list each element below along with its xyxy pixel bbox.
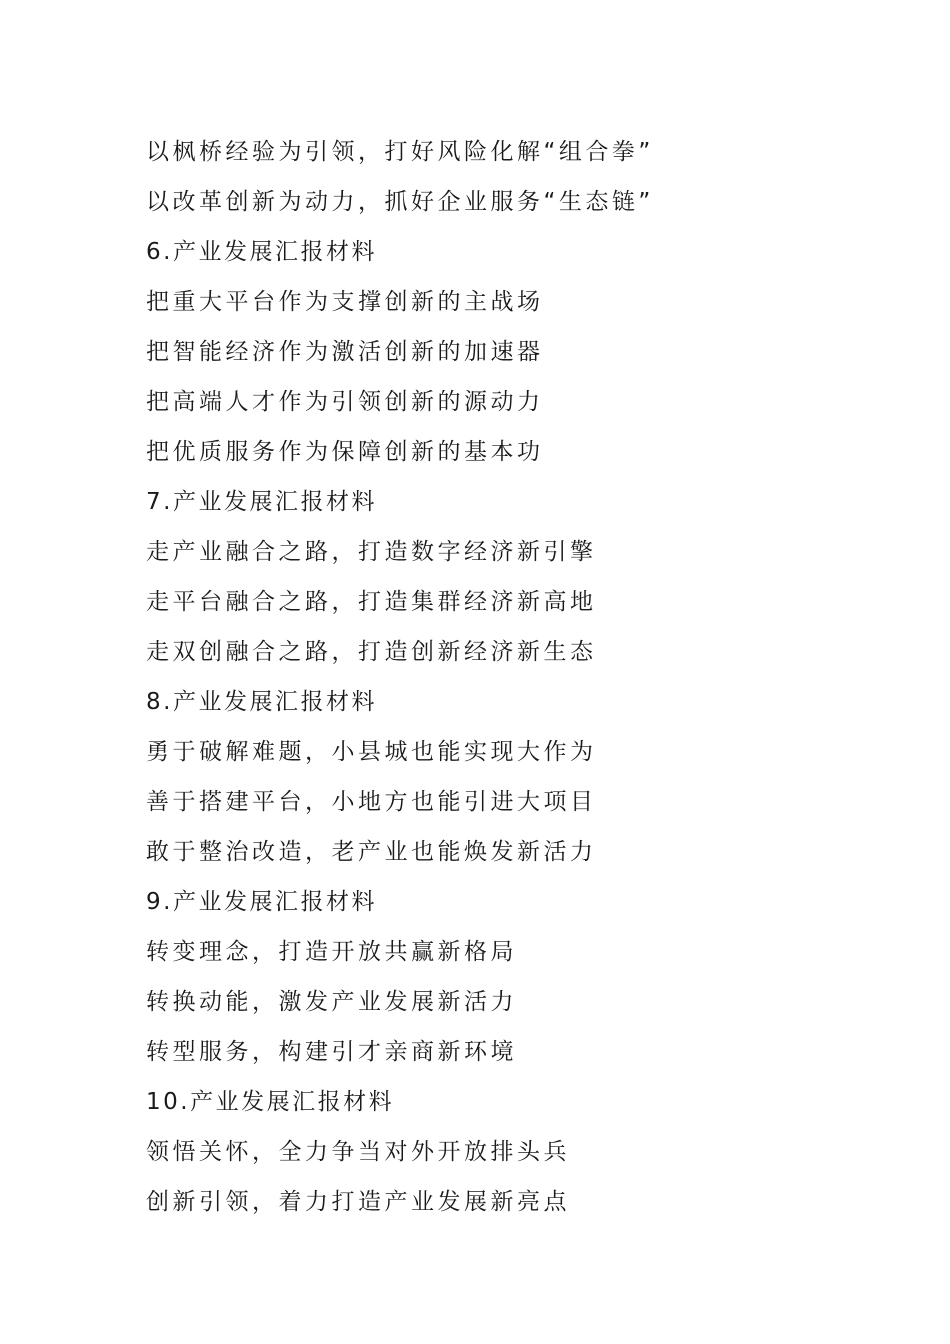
section-heading-10: 10.产业发展汇报材料 <box>146 1089 395 1115</box>
body-line: 走双创融合之路，打造创新经济新生态 <box>146 639 597 665</box>
body-line: 勇于破解难题，小县城也能实现大作为 <box>146 739 597 765</box>
body-line: 把重大平台作为支撑创新的主战场 <box>146 289 544 315</box>
body-line: 转型服务，构建引才亲商新环境 <box>146 1039 517 1065</box>
section-heading-8: 8.产业发展汇报材料 <box>146 689 377 715</box>
document-body <box>146 127 866 1227</box>
section-heading-7: 7.产业发展汇报材料 <box>146 489 377 515</box>
body-line: 以改革创新为动力，抓好企业服务“生态链” <box>146 189 654 215</box>
body-line: 把智能经济作为激活创新的加速器 <box>146 339 544 365</box>
body-line: 把优质服务作为保障创新的基本功 <box>146 439 544 465</box>
body-line: 创新引领，着力打造产业发展新亮点 <box>146 1189 570 1215</box>
body-line: 把高端人才作为引领创新的源动力 <box>146 389 544 415</box>
section-heading-6: 6.产业发展汇报材料 <box>146 239 377 265</box>
body-line: 敢于整治改造，老产业也能焕发新活力 <box>146 839 597 865</box>
body-line: 走产业融合之路，打造数字经济新引擎 <box>146 539 597 565</box>
body-line: 善于搭建平台，小地方也能引进大项目 <box>146 789 597 815</box>
body-line: 以枫桥经验为引领，打好风险化解“组合拳” <box>146 139 654 165</box>
body-line: 领悟关怀，全力争当对外开放排头兵 <box>146 1139 570 1165</box>
body-line: 转换动能，激发产业发展新活力 <box>146 989 517 1015</box>
section-heading-9: 9.产业发展汇报材料 <box>146 889 377 915</box>
body-line: 走平台融合之路，打造集群经济新高地 <box>146 589 597 615</box>
body-line: 转变理念，打造开放共赢新格局 <box>146 939 517 965</box>
